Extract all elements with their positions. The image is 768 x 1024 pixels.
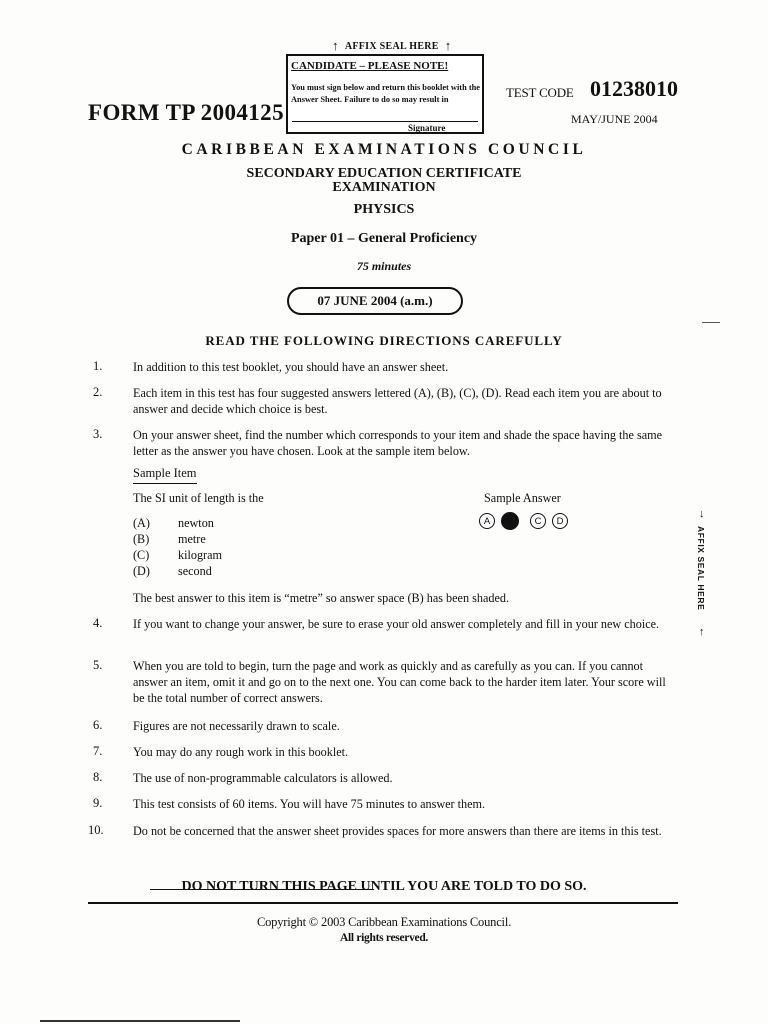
signature-label: Signature: [408, 123, 446, 133]
test-code: 01238010: [590, 76, 678, 101]
certificate-title: SECONDARY EDUCATION CERTIFICATE: [246, 166, 522, 181]
directions-heading: READ THE FOLLOWING DIRECTIONS CAREFULLY: [205, 333, 563, 348]
sample-item-label: Sample Item: [133, 466, 197, 484]
notice-text: You must sign below and return this booklet with the Answer Sheet. Failure to do so may result in: [291, 83, 481, 104]
item-text: This test consists of 60 items. You will have 75 minutes to answer them.: [133, 797, 486, 811]
answer-bubble-b-shaded: B: [501, 512, 519, 530]
option-letter: (A): [133, 516, 150, 530]
rights-reserved: All rights reserved.: [339, 932, 428, 944]
item-number: 4.: [93, 616, 103, 630]
item-number: 7.: [93, 744, 103, 758]
paper-title: Paper 01 – General Proficiency: [290, 231, 478, 246]
item-number: 3.: [93, 427, 103, 441]
subject-title: PHYSICS: [353, 202, 415, 217]
do-not-turn-notice: DO NOT TURN THIS PAGE UNTIL YOU ARE TOLD TO DO SO.: [181, 879, 587, 894]
item-text: The use of non-programmable calculators is allowed.: [133, 771, 393, 785]
option-text: kilogram: [178, 548, 223, 562]
option-text: newton: [178, 516, 214, 530]
option-letter: (C): [133, 548, 150, 562]
arrow-up-icon: ↑: [699, 626, 705, 638]
answer-bubble-d: D: [552, 513, 568, 529]
item-text: If you want to change your answer, be sure to erase your old answer completely and fill in your new choice.: [133, 617, 660, 631]
strike-through-line: [150, 889, 374, 890]
sample-explanation: The best answer to this item is “metre” so answer space (B) has been shaded.: [133, 591, 509, 605]
item-number: 10.: [88, 823, 104, 837]
sample-question: The SI unit of length is the: [133, 491, 264, 505]
item-number: 1.: [93, 359, 103, 373]
option-letter: (B): [133, 532, 150, 546]
option-text: metre: [178, 532, 206, 546]
item-text: In addition to this test booklet, you should have an answer sheet.: [133, 360, 449, 374]
examination-title: EXAMINATION: [332, 180, 436, 195]
side-affix-seal-label: AFFIX SEAL HERE: [696, 526, 706, 611]
item-number: 2.: [93, 385, 103, 399]
item-text: Each item in this test has four suggested answers lettered (A), (B), (C), (D). Read each item you are about to answer and decide which choice is best.: [133, 386, 662, 416]
arrow-up-icon: ↑: [444, 38, 452, 53]
item-text: When you are told to begin, turn the page and work as quickly and as carefully as you can. If you cannot answer an item, omit it and go on to the next one. You can come back to the harder item later. Your score will be the total number of correct answers.: [133, 659, 666, 705]
duration: 75 minutes: [356, 259, 412, 273]
sample-answer-label: Sample Answer: [484, 491, 561, 505]
answer-bubble-a: A: [479, 513, 495, 529]
item-number: 5.: [93, 658, 103, 672]
form-number: FORM TP 2004125: [88, 100, 284, 125]
notice-title: CANDIDATE – PLEASE NOTE!: [291, 60, 449, 72]
exam-session: MAY/JUNE 2004: [571, 112, 658, 126]
answer-bubble-c: C: [530, 513, 546, 529]
item-text: On your answer sheet, find the number which corresponds to your item and shade the space having the same letter as the answer you have chosen. Look at the sample item below.: [133, 428, 662, 458]
arrow-down-icon: ↓: [699, 508, 705, 520]
affix-seal-label: [326, 38, 458, 54]
exam-date-badge: [287, 287, 463, 315]
item-text: Figures are not necessarily drawn to scale.: [133, 719, 340, 733]
option-text: second: [178, 564, 212, 578]
affix-seal-text: AFFIX SEAL HERE: [344, 41, 439, 52]
signature-line: [292, 121, 478, 122]
item-number: 9.: [93, 796, 103, 810]
item-text: Do not be concerned that the answer sheet provides spaces for more answers than there are items in this test.: [133, 824, 662, 838]
item-number: 6.: [93, 718, 103, 732]
test-code-label: TEST CODE: [506, 85, 574, 100]
item-number: 8.: [93, 770, 103, 784]
item-text: You may do any rough work in this booklet.: [133, 745, 349, 759]
option-letter: (D): [133, 564, 150, 578]
divider: [88, 902, 678, 904]
copyright: Copyright © 2003 Caribbean Examinations Council.: [256, 915, 512, 929]
arrow-up-icon: ↑: [332, 38, 339, 53]
council-name: CARIBBEAN EXAMINATIONS COUNCIL: [181, 141, 587, 158]
scan-mark: [40, 1020, 240, 1022]
exam-date: 07 JUNE 2004 (a.m.): [317, 293, 433, 308]
sample-answer-bubbles: [479, 513, 568, 530]
scan-mark: [702, 322, 720, 323]
